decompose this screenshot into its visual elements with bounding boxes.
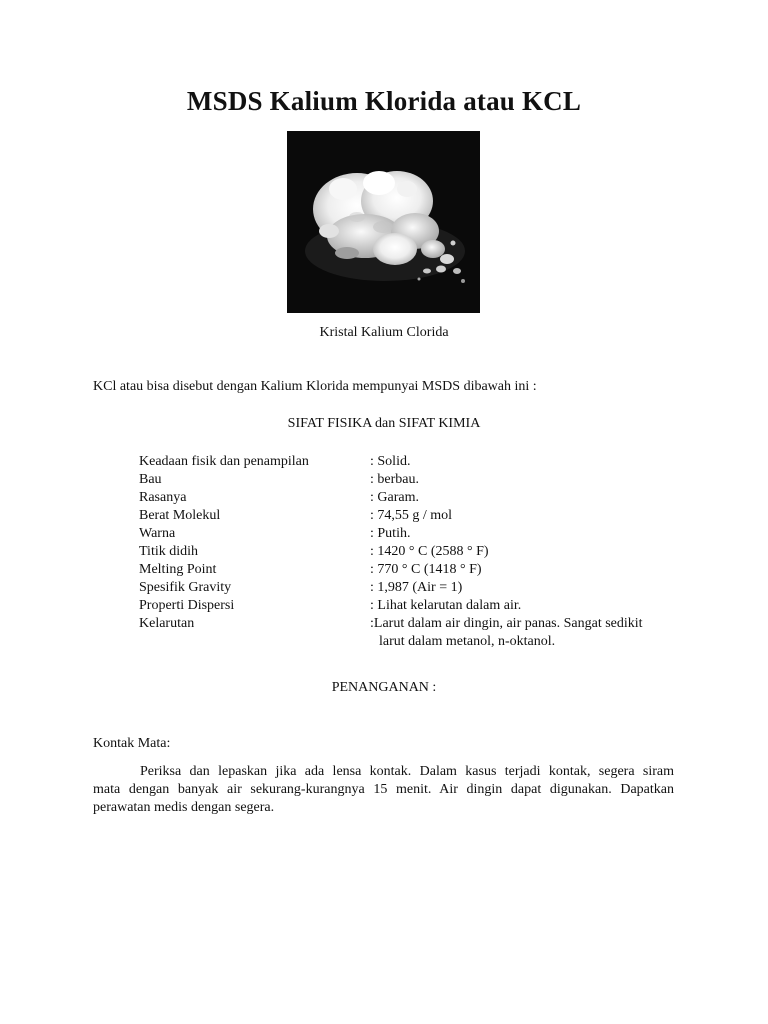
image-caption: Kristal Kalium Clorida bbox=[319, 325, 449, 340]
property-value-continuation: larut dalam metanol, n-oktanol. bbox=[379, 634, 556, 649]
property-value: : Garam. bbox=[370, 490, 419, 505]
property-label: Warna bbox=[139, 526, 176, 541]
kcl-crystal-photo bbox=[287, 131, 480, 313]
property-label: Rasanya bbox=[139, 490, 187, 505]
intro-paragraph: KCl atau bisa disebut dengan Kalium Klorida mempunyai MSDS dibawah ini : bbox=[93, 379, 537, 394]
eye-contact-heading: Kontak Mata: bbox=[93, 736, 171, 751]
paragraph-line: perawatan medis dengan segera. bbox=[93, 800, 275, 815]
property-value: : berbau. bbox=[370, 472, 419, 487]
property-value: : Putih. bbox=[370, 526, 411, 541]
property-label: Kelarutan bbox=[139, 616, 195, 631]
property-value: : Lihat kelarutan dalam air. bbox=[370, 598, 522, 613]
property-value: : Solid. bbox=[370, 454, 411, 469]
property-value: : 770 ° C (1418 ° F) bbox=[370, 562, 482, 577]
property-label: Spesifik Gravity bbox=[139, 580, 232, 595]
property-value: : 74,55 g / mol bbox=[370, 508, 453, 523]
property-label: Keadaan fisik dan penampilan bbox=[139, 454, 309, 469]
property-value: :Larut dalam air dingin, air panas. Sangat sedikit bbox=[370, 616, 643, 631]
section-heading-properties: SIFAT FISIKA dan SIFAT KIMIA bbox=[287, 416, 481, 431]
paragraph-line: mata dengan banyak air sekurang-kurangnya 15 menit. Air dingin dapat digunakan. Dapatkan bbox=[93, 782, 674, 797]
property-label: Berat Molekul bbox=[139, 508, 221, 523]
eye-contact-paragraph bbox=[93, 763, 674, 817]
property-label: Melting Point bbox=[139, 562, 217, 577]
document-title: MSDS Kalium Klorida atau KCL bbox=[186, 86, 582, 116]
property-value: : 1,987 (Air = 1) bbox=[370, 580, 463, 595]
property-label: Bau bbox=[139, 472, 162, 487]
section-heading-handling: PENANGANAN : bbox=[331, 680, 437, 695]
property-label: Titik didih bbox=[139, 544, 199, 559]
paragraph-line: Periksa dan lepaskan jika ada lensa kontak. Dalam kasus terjadi kontak, segera siram bbox=[140, 764, 674, 779]
property-label: Properti Dispersi bbox=[139, 598, 235, 613]
property-value: : 1420 ° C (2588 ° F) bbox=[370, 544, 489, 559]
